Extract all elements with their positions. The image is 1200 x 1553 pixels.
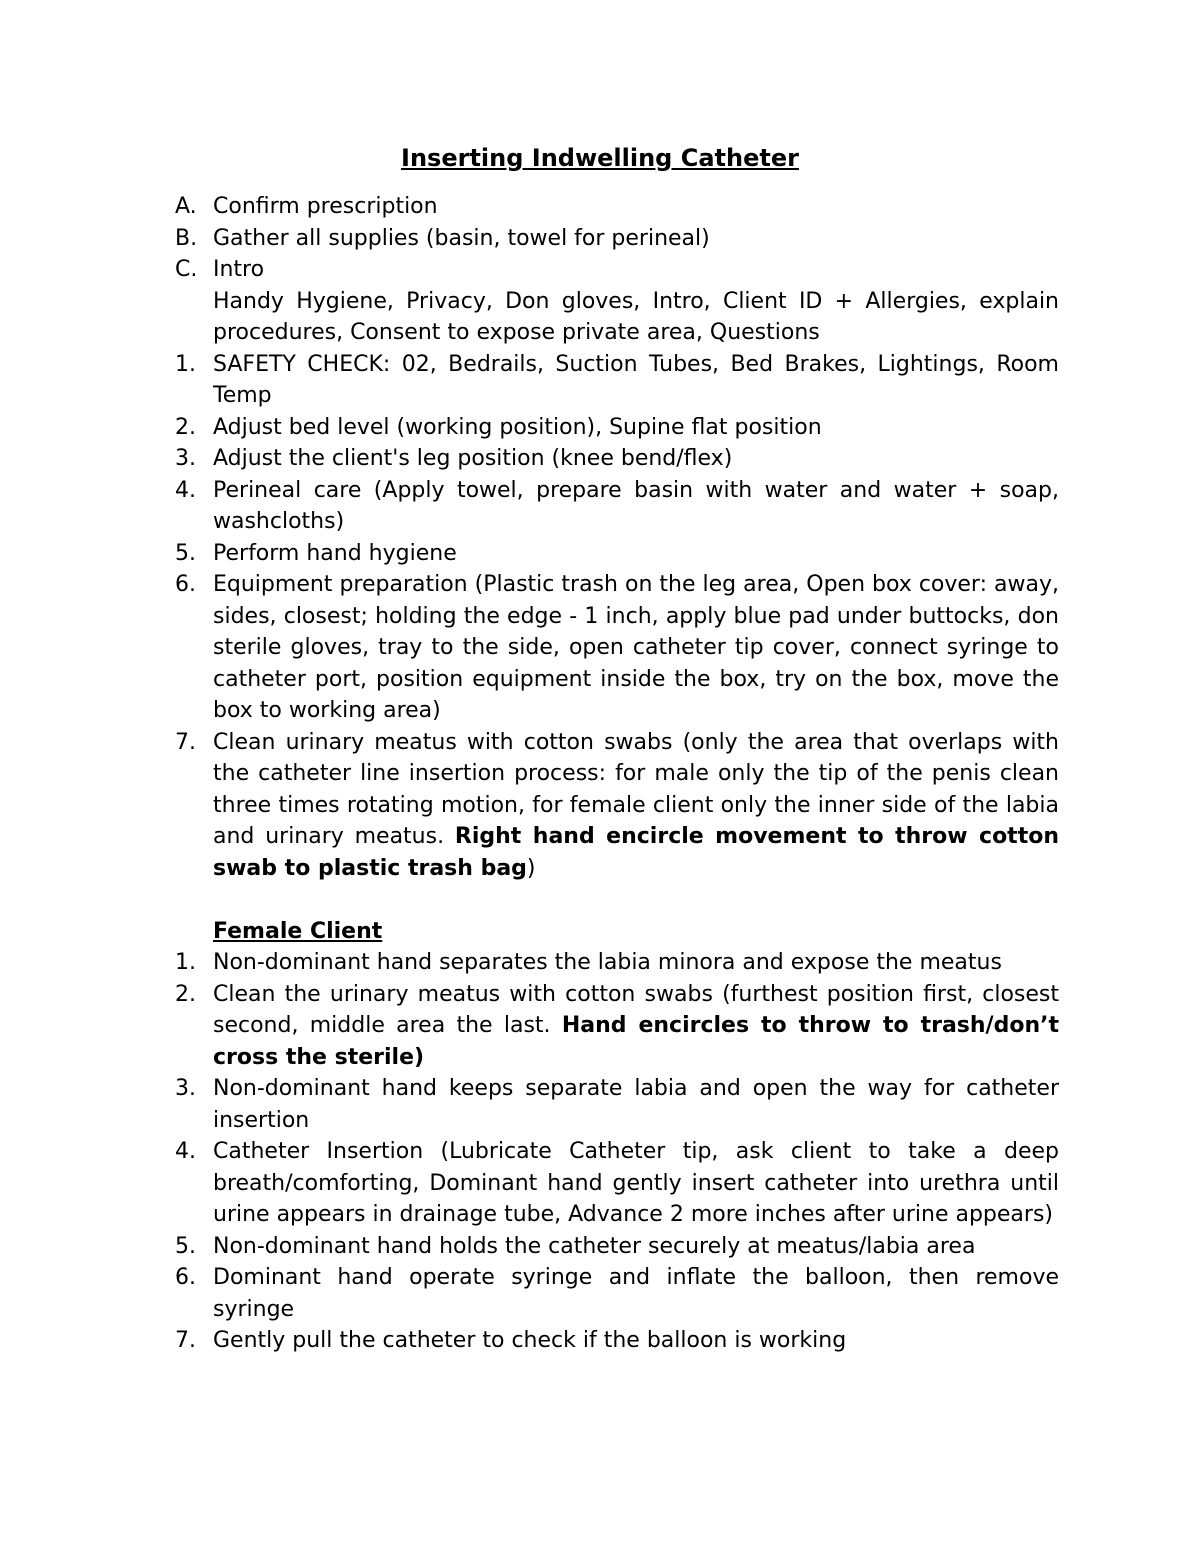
list-item (175, 223, 1059, 255)
list-marker: 6. (175, 1265, 196, 1290)
list-marker: A. (175, 194, 197, 219)
list-item (175, 979, 1059, 1074)
list-item-text: Non-dominant hand keeps separate labia and open the way for catheter insertion (213, 1076, 1059, 1133)
intro-detail: Handy Hygiene, Privacy, Don gloves, Intro, Client ID + Allergies, explain procedures, Consent to expose private area, Questions (213, 288, 1059, 345)
section-heading: Female Client (213, 918, 383, 944)
list-marker: 7. (175, 729, 196, 755)
list-item (175, 349, 1059, 412)
list-item (175, 1136, 1059, 1231)
list-item-text: Intro (213, 257, 265, 282)
list-item (175, 1325, 1059, 1357)
list-item-text-tail: ) (526, 855, 536, 881)
list-item (175, 475, 1059, 538)
list-item (175, 191, 1059, 223)
list-item (175, 443, 1059, 475)
list-marker: 4. (175, 477, 196, 503)
list-item (175, 727, 1059, 885)
list-item-text: Perform hand hygiene (213, 540, 457, 566)
list-marker: 7. (175, 1328, 196, 1353)
list-marker: C. (175, 257, 198, 282)
list-item (175, 412, 1059, 444)
list-marker: 2. (175, 981, 196, 1007)
list-item (175, 1073, 1059, 1136)
list-item-bold-text: Hand encircles to throw to trash/don’t cross the sterile) (213, 1013, 1059, 1070)
list-item-text: Non-dominant hand separates the labia minora and expose the meatus (213, 950, 1002, 975)
list-item-text: SAFETY CHECK: 02, Bedrails, Suction Tubes, Bed Brakes, Lightings, Room Temp (213, 351, 1059, 408)
list-item-text: Equipment preparation (Plastic trash on the leg area, Open box cover: away, sides, closest; holding the edge - 1 inch, apply blue pad under buttocks, don sterile gloves, tray to the side, open catheter tip cover, connect syringe to catheter port, position equipment inside the box, try on the box, move the box to working area) (213, 572, 1059, 723)
list-item (175, 569, 1059, 727)
list-item (175, 1231, 1059, 1263)
list-marker: 1. (175, 950, 196, 975)
list-marker: 3. (175, 446, 196, 471)
list-item-text: Gently pull the catheter to check if the balloon is working (213, 1328, 847, 1353)
list-marker: 5. (175, 1233, 196, 1259)
list-item (175, 947, 1059, 979)
list-marker: 3. (175, 1076, 196, 1101)
list-item-text: Dominant hand operate syringe and inflate the balloon, then remove syringe (213, 1265, 1059, 1322)
page-title: Inserting Indwelling Catheter (401, 144, 799, 172)
list-item (175, 538, 1059, 570)
list-marker: 1. (175, 351, 196, 377)
list-marker: B. (175, 225, 198, 251)
list-item-text: Confirm prescription (213, 194, 438, 219)
list-item-text: Catheter Insertion (Lubricate Catheter tip, ask client to take a deep breath/comforting, Dominant hand gently insert catheter into urethra until urine appears in drainage tube, Advance 2 more inches after urine appears) (213, 1139, 1059, 1227)
list-item-text: Adjust the client's leg position (knee bend/flex) (213, 446, 733, 471)
list-item-text: Perineal care (Apply towel, prepare basin with water and water + soap, washcloths) (213, 477, 1059, 534)
list-item-text: Clean the urinary meatus with cotton swabs (furthest position first, closest second, middle area the last. (213, 981, 1059, 1038)
list-item-text: Adjust bed level (working position), Supine flat position (213, 414, 822, 440)
list-marker: 2. (175, 414, 196, 440)
list-item-text: Clean urinary meatus with cotton swabs (only the area that overlaps with the catheter line insertion process: for male only the tip of the penis clean three times rotating motion, for female client only the inner side of the labia and urinary meatus. (213, 729, 1059, 849)
list-item-text: Gather all supplies (basin, towel for perineal) (213, 225, 710, 251)
list-item (175, 254, 1059, 286)
list-marker: 5. (175, 540, 196, 566)
list-item-bold-text: Right hand encircle movement to throw cotton swab to plastic trash bag (213, 824, 1059, 881)
spacer (175, 884, 1059, 916)
list-item (175, 1262, 1059, 1325)
document-body (175, 191, 1059, 1357)
list-item-text: Non-dominant hand holds the catheter securely at meatus/labia area (213, 1233, 976, 1259)
list-marker: 6. (175, 572, 196, 597)
list-marker: 4. (175, 1139, 196, 1164)
